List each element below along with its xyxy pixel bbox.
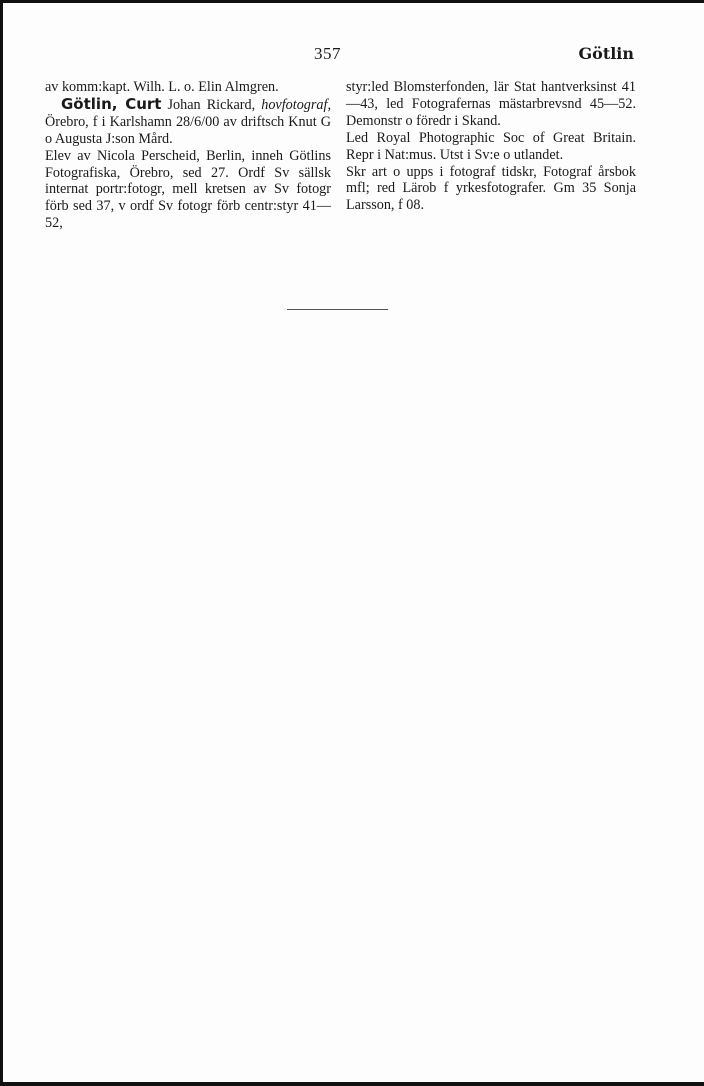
section-divider (287, 309, 388, 310)
entry-career: Elev av Nicola Perscheid, Berlin, inneh Götlins Fotografiska, Örebro, sed 27. Ordf Sv sällsk internat portr:fotogr, mell kretsen av Sv fotogr förb sed 37, v ordf Sv fotogr förb centr:styr 41—52, (45, 147, 331, 232)
entry-birth: Örebro, f i Karlshamn 28/6/00 av driftsch Knut G o Augusta J:son Mård. (45, 113, 331, 147)
entry-title: hovfotograf, (261, 96, 331, 113)
scan-edge-top (0, 0, 704, 3)
entry-headword: Götlin, Curt (61, 94, 162, 113)
page-number: 357 (314, 44, 341, 63)
entry-continuation: styr:led Blomsterfonden, lär Stat hantverksinst 41—43, led Fotografernas mästarbrevsnd 45—52. Demonstr o föredr i Skand. (346, 79, 636, 129)
entry-given-names: Johan Rickard, (161, 96, 262, 113)
entry-gotlin-curt (45, 96, 331, 148)
previous-entry-end: av komm:kapt. Wilh. L. o. Elin Almgren. (45, 79, 279, 95)
scan-edge-left (0, 0, 3, 1086)
right-column (346, 79, 636, 214)
left-column (45, 79, 331, 232)
entry-works: Skr art o upps i fotograf tidskr, Fotograf årsbok mfl; red Lärob f yrkesfotografer. Gm 35 Sonja Larsson, f 08. (346, 163, 636, 214)
scan-edge-bottom (0, 1082, 704, 1086)
running-head: Götlin (578, 44, 634, 63)
entry-society: Led Royal Photographic Soc of Great Britain. Repr i Nat:mus. Utst i Sv:e o utlandet. (346, 129, 636, 163)
